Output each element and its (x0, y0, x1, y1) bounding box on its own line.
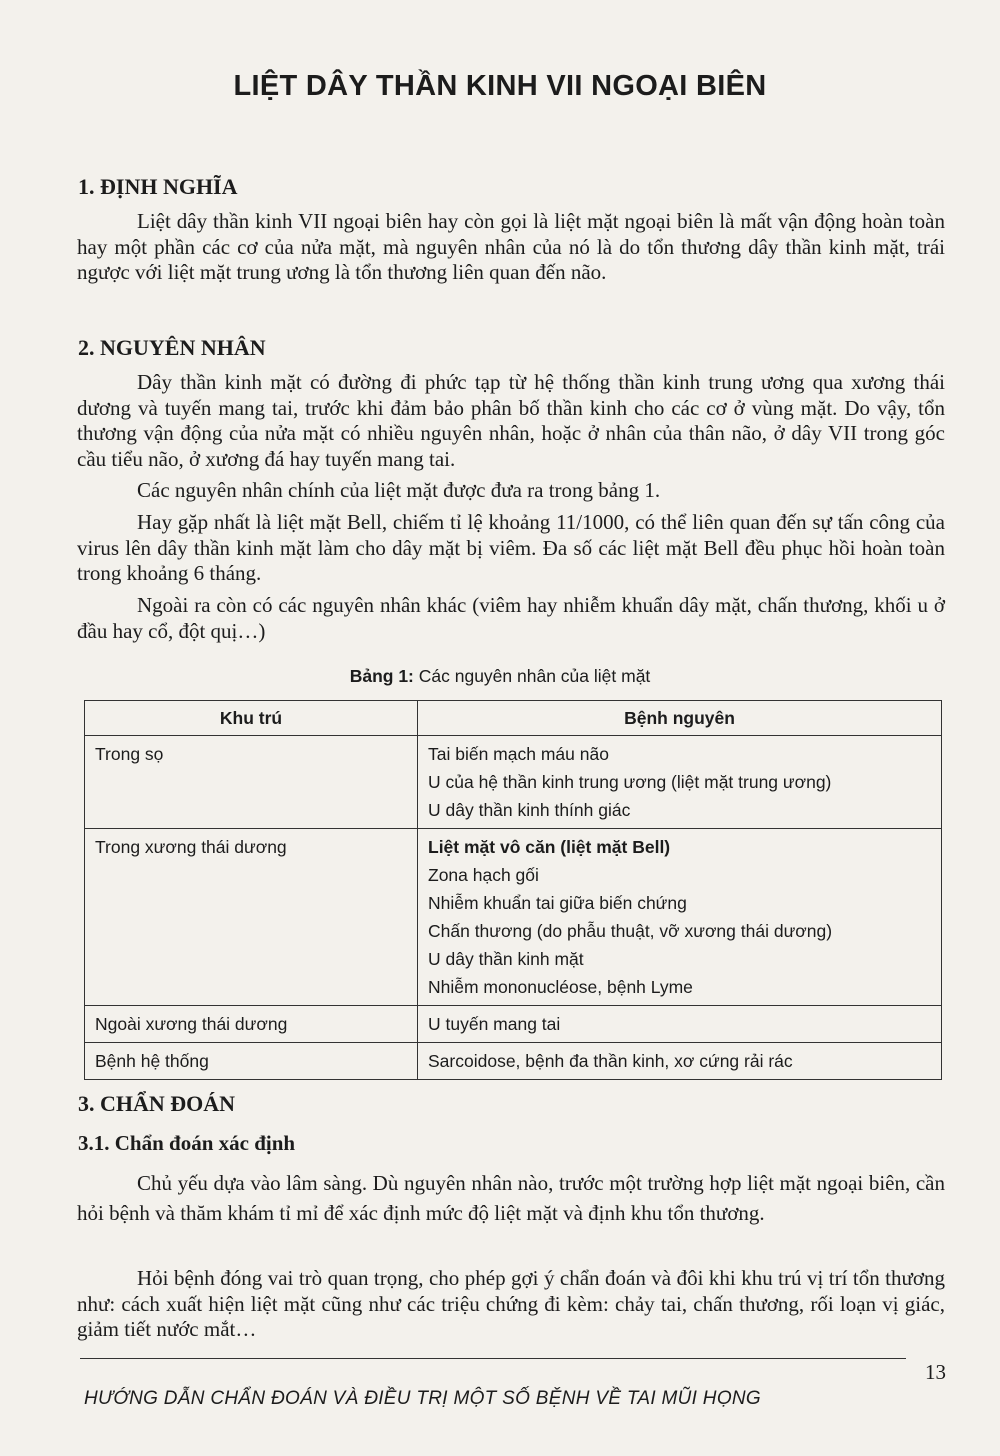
table-caption-label: Bảng 1: (349, 666, 414, 686)
section-heading-diagnosis: 3. CHẨN ĐOÁN (78, 1091, 236, 1116)
table-row (85, 829, 942, 1006)
cause-item: U dây thần kinh thính giác (428, 800, 631, 820)
paragraph: Liệt dây thần kinh VII ngoại biên hay còn gọi là liệt mặt ngoại biên là mất vận động hoàn toàn hay một phần các cơ của nửa mặt, mà nguyên nhân của nó là do tổn thương dây thần kinh mặt, trái ngược với liệt mặt trung ương là tổn thương liên quan đến não. (77, 209, 945, 284)
table-header-row (85, 701, 942, 736)
cause-item: Tai biến mạch máu não (428, 744, 609, 764)
cause-item: Nhiễm khuẩn tai giữa biến chứng (428, 893, 687, 913)
paragraph: Hay gặp nhất là liệt mặt Bell, chiếm tỉ lệ khoảng 11/1000, có thể liên quan đến sự tấn công của virus lên dây thần kinh mặt làm cho dây mặt bị viêm. Đa số các liệt mặt Bell đều phục hồi hoàn toàn trong khoảng 6 tháng. (77, 510, 945, 585)
paragraph: Các nguyên nhân chính của liệt mặt được đưa ra trong bảng 1. (137, 478, 661, 502)
cause-item: Zona hạch gối (428, 865, 539, 885)
cause-item: U của hệ thần kinh trung ương (liệt mặt trung ương) (428, 772, 832, 792)
paragraph: Dây thần kinh mặt có đường đi phức tạp từ hệ thống thần kinh trung ương qua xương thái dương và tuyến mang tai, trước khi đảm bảo phân bố thần kinh cho các cơ ở vùng mặt. Do vậy, tổn thương vận động của nửa mặt có nhiều nguyên nhân, hoặc ở nhân của thân não, ở dây VII trong góc cầu tiểu não, ở xương đá hay tuyến mang tai. (77, 370, 945, 471)
paragraph: Hỏi bệnh đóng vai trò quan trọng, cho phép gợi ý chẩn đoán và đôi khi khu trú vị trí tổn thương như: cách xuất hiện liệt mặt cũng như các triệu chứng đi kèm: chảy tai, chấn thương, rối loạn vị giác, giảm tiết nước mắt… (77, 1266, 945, 1341)
section-heading-causes: 2. NGUYÊN NHÂN (78, 335, 266, 360)
location-cell: Trong xương thái dương (95, 837, 287, 857)
cause-item: Nhiễm mononucléose, bệnh Lyme (428, 977, 693, 997)
paragraph: Ngoài ra còn có các nguyên nhân khác (viêm hay nhiễm khuẩn dây mặt, chấn thương, khối u ở đầu hay cổ, đột quị…) (77, 593, 945, 643)
location-cell: Bệnh hệ thống (95, 1051, 209, 1071)
cause-item: Sarcoidose, bệnh đa thần kinh, xơ cứng rải rác (428, 1051, 793, 1071)
location-cell: Ngoài xương thái dương (95, 1014, 288, 1034)
column-header: Khu trú (85, 701, 418, 736)
column-header: Bệnh nguyên (418, 701, 942, 736)
causes-table (84, 700, 942, 1080)
subsection-heading: 3.1. Chẩn đoán xác định (78, 1131, 296, 1155)
book-title-footer: HƯỚNG DẪN CHẨN ĐOÁN VÀ ĐIỀU TRỊ MỘT SỐ BỆNH VỀ TAI MŨI HỌNG (84, 1388, 762, 1409)
location-cell: Trong sọ (95, 744, 164, 764)
cause-item: U dây thần kinh mặt (428, 949, 584, 969)
cause-item: Liệt mặt vô căn (liệt mặt Bell) (428, 837, 671, 857)
table-row (85, 1043, 942, 1080)
paragraph: Chủ yếu dựa vào lâm sàng. Dù nguyên nhân nào, trước một trường hợp liệt mặt ngoại biên, cần hỏi bệnh và thăm khám tỉ mỉ để xác định mức độ liệt mặt và định khu tổn thương. (77, 1171, 945, 1225)
table-row (85, 736, 942, 829)
table-caption-text: Các nguyên nhân của liệt mặt (413, 666, 651, 686)
page-number: 13 (925, 1360, 946, 1384)
footer-divider (80, 1358, 906, 1359)
section-heading-definition: 1. ĐỊNH NGHĨA (78, 174, 238, 199)
page-title: LIỆT DÂY THẦN KINH VII NGOẠI BIÊN (233, 70, 767, 102)
table-row (85, 1006, 942, 1043)
table-caption (0, 666, 1000, 687)
cause-item: U tuyến mang tai (428, 1014, 561, 1034)
cause-item: Chấn thương (do phẫu thuật, vỡ xương thái dương) (428, 921, 833, 941)
